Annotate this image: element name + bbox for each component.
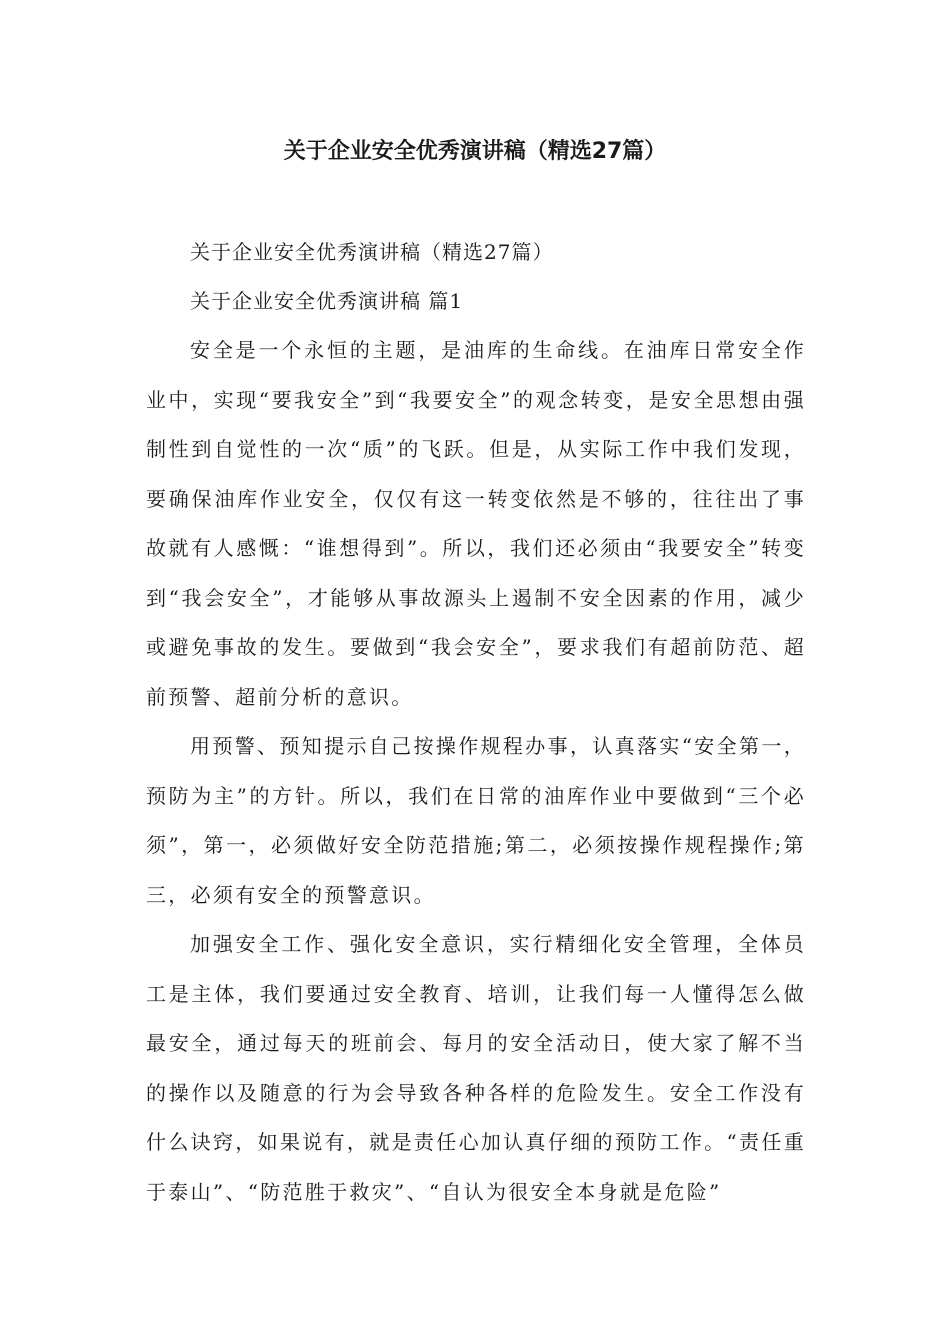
document-subtitle: 关于企业安全优秀演讲稿（精选27篇）	[190, 240, 554, 264]
document-title: 关于企业安全优秀演讲稿（精选27篇）	[283, 139, 667, 164]
paragraph: 安全是一个永恒的主题，是油库的生命线。在油库日常安全作业中，实现“要我安全”到“我要安全”的观念转变，是安全思想由强制性到自觉性的一次“质”的飞跃。但是，从实际工作中我们发现，要确保油库作业安全，仅仅有这一转变依然是不够的，往往出了事故就有人感慨：“谁想得到”。所以，我们还必须由“我要安全”转变到“我会安全”，才能够从事故源头上遏制不安全因素的作用，减少或避免事故的发生。要做到“我会安全”，要求我们有超前防范、超前预警、超前分析的意识。	[146, 338, 806, 709]
paragraph: 用预警、预知提示自己按操作规程办事，认真落实“安全第一，预防为主”的方针。所以，我们在日常的油库作业中要做到“三个必须”，第一，必须做好安全防范措施;第二，必须按操作规程操作;第三，必须有安全的预警意识。	[146, 734, 806, 907]
document-body	[146, 228, 806, 1217]
section-heading: 关于企业安全优秀演讲稿 篇1	[190, 289, 464, 313]
paragraph: 加强安全工作、强化安全意识，实行精细化安全管理，全体员工是主体，我们要通过安全教育、培训，让我们每一人懂得怎么做最安全，通过每天的班前会、每月的安全活动日，使大家了解不当的操作以及随意的行为会导致各种各样的危险发生。安全工作没有什么诀窍，如果说有，就是责任心加认真仔细的预防工作。“责任重于泰山”、“防范胜于救灾”、“自认为很安全本身就是危险”	[146, 932, 806, 1204]
